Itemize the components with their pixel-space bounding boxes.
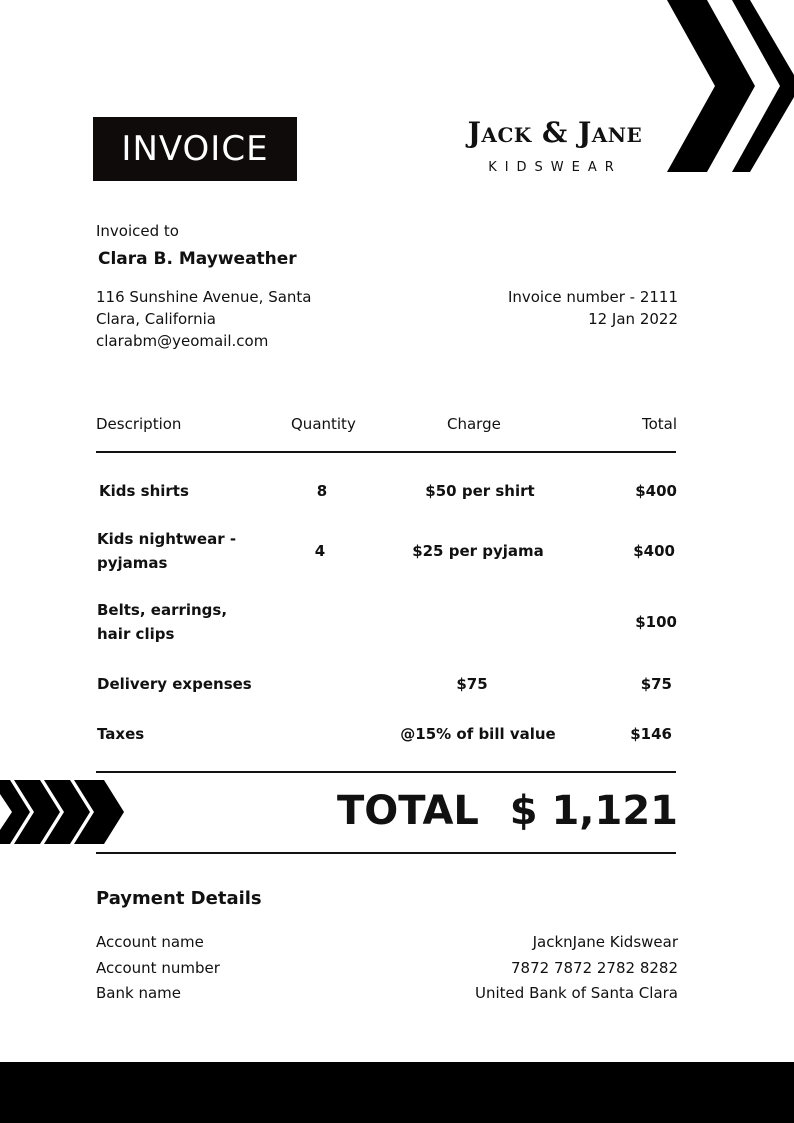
payment-values — [475, 930, 678, 1007]
payment-labels — [96, 930, 220, 1007]
client-name: Clara B. Mayweather — [98, 249, 297, 269]
row-quantity: 4 — [314, 542, 326, 560]
header-quantity: Quantity — [291, 415, 356, 433]
row-charge: $50 per shirt — [425, 482, 535, 500]
row-charge: $25 per pyjama — [412, 542, 544, 560]
address-line: Clara, California — [96, 310, 216, 328]
row-total: $146 — [630, 725, 672, 743]
row-total: $100 — [635, 613, 677, 631]
row-description: Delivery expenses — [97, 675, 252, 693]
total-label: TOTAL — [337, 788, 479, 834]
chevron-decoration — [0, 780, 126, 844]
total-divider-bottom — [96, 852, 676, 854]
total-divider-top — [96, 771, 676, 773]
invoiced-to-label: Invoiced to — [96, 222, 179, 240]
row-description: Kids shirts — [99, 482, 189, 500]
address-line: 116 Sunshine Avenue, Santa — [96, 288, 312, 306]
row-total: $75 — [640, 675, 672, 693]
footer-bar — [0, 1062, 794, 1123]
row-total: $400 — [633, 542, 675, 560]
account-name-label: Account name — [96, 933, 204, 951]
table-header-divider — [96, 451, 676, 453]
account-name-value: JacknJane Kidswear — [532, 933, 678, 951]
invoice-badge: INVOICE — [93, 117, 297, 181]
invoice-number: Invoice number - 2111 — [507, 288, 678, 306]
payment-title: Payment Details — [96, 888, 262, 909]
bank-name-value: United Bank of Santa Clara — [475, 984, 678, 1002]
header-total: Total — [641, 415, 677, 433]
row-quantity: 8 — [316, 482, 328, 500]
invoice-meta — [508, 286, 678, 330]
brand-tagline: KIDSWEAR — [488, 160, 622, 175]
row-description: Kids nightwear - pyjamas — [97, 530, 237, 572]
chevron-decoration — [660, 0, 794, 172]
header-charge: Charge — [447, 415, 501, 433]
bank-name-label: Bank name — [96, 984, 181, 1002]
invoice-date: 12 Jan 2022 — [588, 310, 678, 328]
row-charge: $75 — [456, 675, 488, 693]
client-address — [96, 286, 336, 352]
total-amount: $ 1,121 — [509, 788, 678, 834]
account-number-label: Account number — [96, 958, 220, 977]
row-total: $400 — [635, 482, 677, 500]
brand-logo: Jack & Jane — [467, 116, 643, 149]
row-charge: @15% of bill value — [400, 725, 556, 743]
header-description: Description — [96, 415, 182, 433]
client-email: clarabm@yeomail.com — [96, 332, 269, 350]
row-description: Taxes — [97, 725, 145, 743]
row-description: Belts, earrings, hair clips — [97, 601, 228, 643]
account-number-value: 7872 7872 2782 8282 — [511, 958, 678, 977]
